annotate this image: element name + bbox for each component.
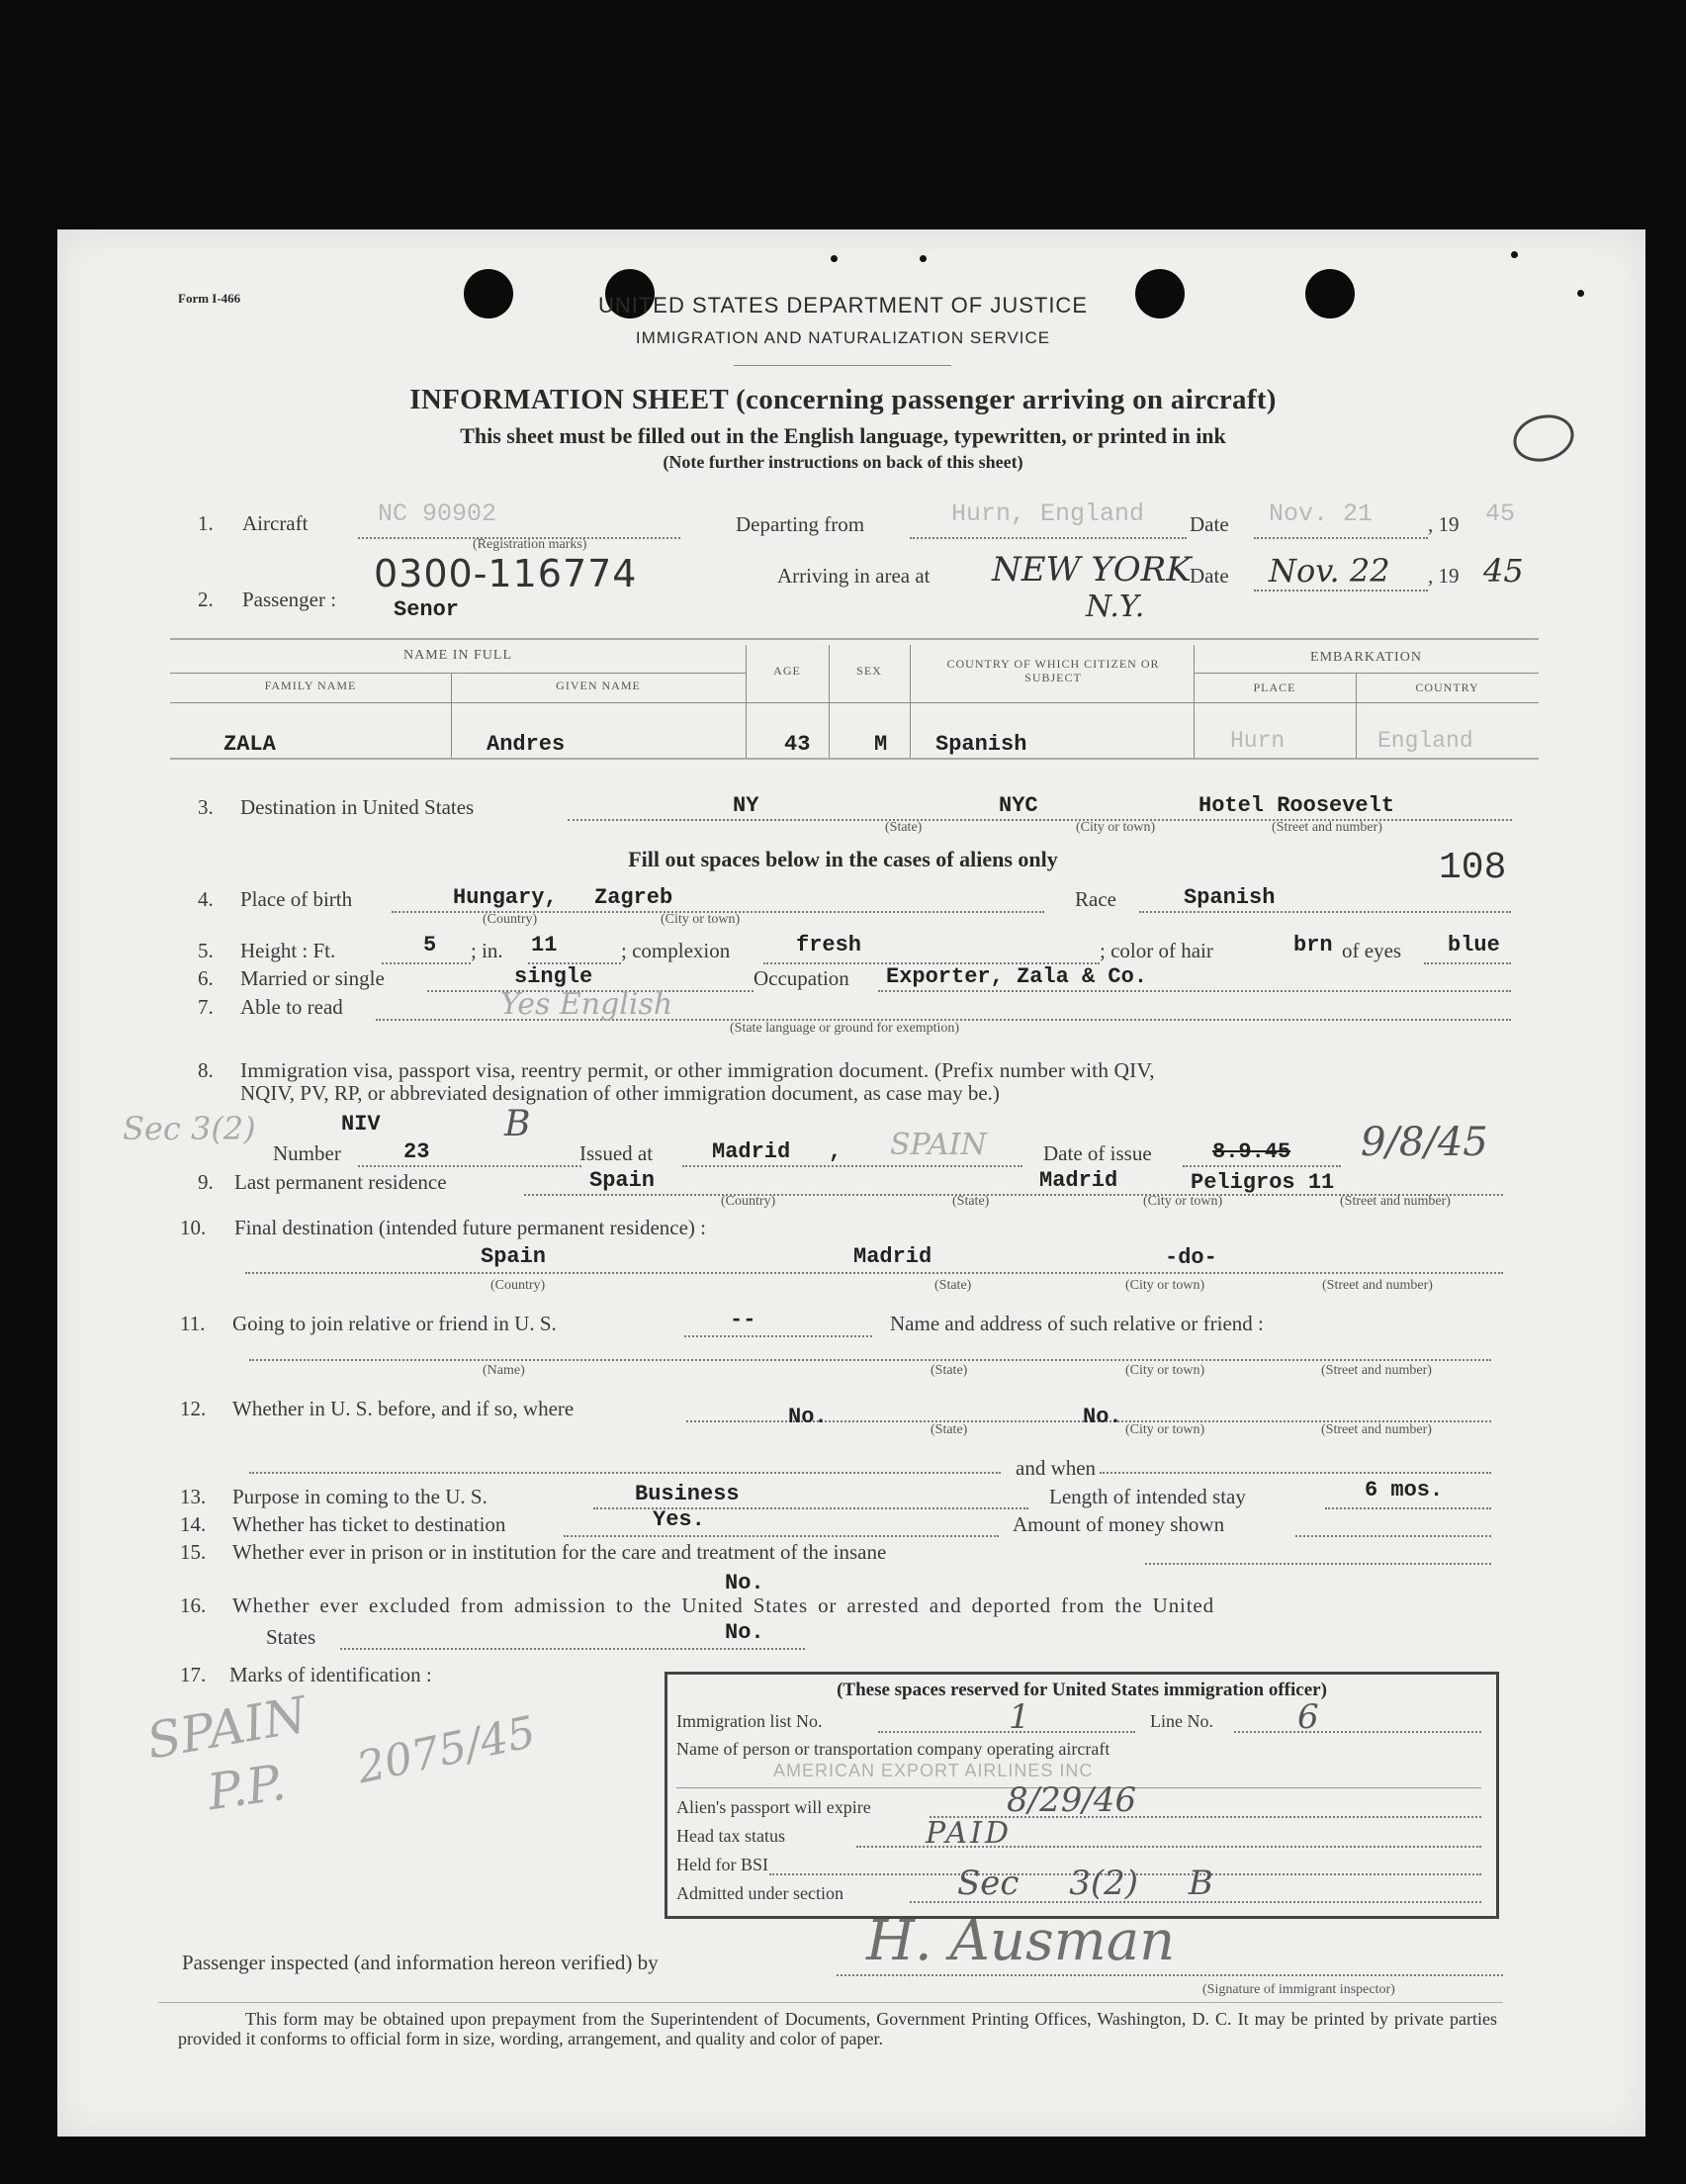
family-name-header: FAMILY NAME bbox=[264, 679, 357, 692]
prior-visit-value: No. bbox=[788, 1405, 828, 1429]
table-col-rule bbox=[829, 645, 830, 758]
fill-line bbox=[245, 1272, 1503, 1274]
occupation-value: Exporter, Zala & Co. bbox=[886, 964, 1148, 989]
arrival-year-value: 45 bbox=[1483, 552, 1524, 590]
table-rule bbox=[170, 673, 746, 674]
tax-label: Head tax status bbox=[676, 1826, 785, 1846]
eyes-value: blue bbox=[1448, 933, 1500, 957]
issued-comma: , bbox=[829, 1139, 843, 1164]
fill-line bbox=[1254, 537, 1428, 539]
number-label: Number bbox=[273, 1141, 341, 1165]
list-label: Immigration list No. bbox=[676, 1711, 823, 1731]
table-top-rule bbox=[170, 638, 1539, 640]
state-caption: (State) bbox=[885, 820, 923, 835]
passport-expire-value: 8/29/46 bbox=[1007, 1780, 1137, 1820]
country-citizen-header: COUNTRY OF WHICH CITIZEN OR SUBJECT bbox=[946, 657, 1160, 684]
embark-country-value: England bbox=[1377, 728, 1473, 754]
city-caption: (City or town) bbox=[1125, 1363, 1205, 1378]
fill-line bbox=[1295, 1535, 1491, 1537]
signature-line bbox=[837, 1974, 1503, 1976]
fill-line bbox=[1325, 1507, 1491, 1509]
fill-line bbox=[1234, 1731, 1481, 1733]
issued-label: Issued at bbox=[579, 1141, 654, 1165]
signature-caption: (Signature of immigrant inspector) bbox=[1202, 1982, 1395, 1997]
fill-line bbox=[249, 1359, 1491, 1361]
speck bbox=[831, 255, 838, 262]
purpose-value: Business bbox=[635, 1482, 740, 1506]
complexion-value: fresh bbox=[796, 933, 862, 957]
fill-line bbox=[1183, 1165, 1341, 1167]
item-number: 1. bbox=[198, 511, 214, 535]
document-type-value: NIV bbox=[341, 1112, 381, 1137]
read-value-handwritten: Yes English bbox=[500, 987, 673, 1022]
city-caption: (City or town) bbox=[1125, 1278, 1205, 1293]
line-label: Line No. bbox=[1150, 1711, 1213, 1731]
given-name-header: GIVEN NAME bbox=[556, 679, 641, 692]
date-label: Date bbox=[1190, 512, 1229, 536]
speck bbox=[1511, 251, 1518, 258]
given-name-value: Andres bbox=[487, 732, 566, 757]
excluded-label-2: States bbox=[266, 1625, 316, 1649]
relative-name-label: Name and address of such relative or friend : bbox=[890, 1312, 1264, 1335]
fill-line bbox=[382, 962, 471, 964]
item-number: 13. bbox=[180, 1485, 207, 1508]
embarkation-header: EMBARKATION bbox=[1310, 650, 1422, 665]
section-value: Sec 3(2) B bbox=[957, 1864, 1213, 1903]
inches-label: ; in. bbox=[471, 939, 503, 962]
item-number: 3. bbox=[198, 795, 214, 819]
fill-line bbox=[1100, 1472, 1491, 1474]
hair-value: brn bbox=[1293, 933, 1333, 957]
departing-year-value: 45 bbox=[1485, 500, 1516, 528]
purpose-label: Purpose in coming to the U. S. bbox=[232, 1485, 488, 1508]
table-col-rule bbox=[910, 645, 911, 758]
arriving-label: Arriving in area at bbox=[777, 564, 931, 588]
item-number: 7. bbox=[198, 995, 214, 1019]
final-country-value: Spain bbox=[481, 1244, 547, 1269]
residence-country-value: Spain bbox=[589, 1168, 656, 1193]
passenger-salutation: Senor bbox=[394, 597, 460, 622]
fill-line bbox=[878, 990, 1511, 992]
header-rule bbox=[734, 365, 951, 366]
aliens-heading: Fill out spaces below in the cases of aliens only bbox=[628, 847, 1058, 871]
fill-line bbox=[564, 1535, 999, 1537]
street-caption: (Street and number) bbox=[1321, 1363, 1432, 1378]
form-number: Form I-466 bbox=[178, 291, 241, 306]
year-prefix: , 19 bbox=[1428, 512, 1460, 536]
aircraft-value: NC 90902 bbox=[378, 500, 497, 528]
officer-box-title: (These spaces reserved for United States immigration officer) bbox=[837, 1680, 1327, 1700]
footer-note: This form may be obtained upon prepayment from the Superintendent of Documents, Government Printing Offices, Washington, D. C. It may be printed by private parties provided it conforms to official form in size, wording, arrangement, and quality and color of paper. bbox=[178, 2009, 1497, 2048]
birth-label: Place of birth bbox=[240, 887, 353, 911]
read-label: Able to read bbox=[240, 995, 343, 1019]
final-destination-label: Final destination (intended future permanent residence) : bbox=[234, 1216, 707, 1239]
line-value: 6 bbox=[1297, 1697, 1319, 1737]
residence-state-value: Madrid bbox=[1039, 1168, 1118, 1193]
fill-line bbox=[1254, 590, 1428, 592]
item-number: 5. bbox=[198, 939, 214, 962]
join-label: Going to join relative or friend in U. S. bbox=[232, 1312, 557, 1335]
identification-handwritten-3: 2075/45 bbox=[352, 1706, 541, 1794]
state-caption: (State) bbox=[931, 1363, 968, 1378]
identification-label: Marks of identification : bbox=[229, 1663, 432, 1686]
operator-label: Name of person or transportation company operating aircraft bbox=[676, 1739, 1110, 1759]
height-in-value: 11 bbox=[531, 933, 558, 957]
prison-value: No. bbox=[725, 1571, 764, 1595]
height-label: Height : Ft. bbox=[240, 939, 336, 962]
occupation-label: Occupation bbox=[754, 966, 849, 990]
registration-caption: (Registration marks) bbox=[473, 537, 587, 552]
final-state-value: Madrid bbox=[853, 1244, 932, 1269]
passenger-id-handwritten: 0300-116774 bbox=[374, 552, 638, 595]
hair-label: ; color of hair bbox=[1100, 939, 1213, 962]
fill-line bbox=[340, 1648, 805, 1650]
departing-value: Hurn, England bbox=[951, 500, 1145, 528]
number-value: 23 bbox=[403, 1139, 430, 1164]
bsi-label: Held for BSI bbox=[676, 1855, 768, 1874]
citizen-value: Spanish bbox=[935, 732, 1027, 757]
item-number: 10. bbox=[180, 1216, 207, 1239]
departing-label: Departing from bbox=[736, 512, 865, 536]
arrival-date-value: Nov. 22 bbox=[1269, 552, 1390, 590]
city-caption: (City or town) bbox=[661, 912, 741, 927]
destination-city-value: NYC bbox=[999, 793, 1038, 818]
place-header: PLACE bbox=[1253, 681, 1296, 694]
item-number: 2. bbox=[198, 588, 214, 611]
item-number: 6. bbox=[198, 966, 214, 990]
country-caption: (Country) bbox=[490, 1278, 546, 1293]
city-caption: (City or town) bbox=[1143, 1194, 1223, 1209]
birth-city-value: Zagreb bbox=[594, 885, 673, 910]
fill-line bbox=[1145, 1563, 1491, 1565]
item-number: 17. bbox=[180, 1663, 207, 1686]
excluded-value: No. bbox=[725, 1620, 764, 1645]
state-caption: (State) bbox=[952, 1194, 990, 1209]
item-number: 4. bbox=[198, 887, 214, 911]
stamp-number: 108 bbox=[1439, 847, 1507, 889]
item-number: 8. bbox=[198, 1058, 214, 1082]
page-title: INFORMATION SHEET (concerning passenger arriving on aircraft) bbox=[409, 384, 1277, 415]
state-caption: (State) bbox=[931, 1422, 968, 1437]
document-text-2: NQIV, PV, RP, or abbreviated designation of other immigration document, as case may be.) bbox=[240, 1081, 1000, 1105]
section-margin-note: Sec 3(2) bbox=[123, 1110, 256, 1147]
arriving-value-state: N.Y. bbox=[1086, 590, 1145, 624]
fill-line bbox=[682, 1165, 1022, 1167]
arrival-date-label: Date bbox=[1190, 564, 1229, 588]
destination-state-value: NY bbox=[733, 793, 759, 818]
sex-header: SEX bbox=[856, 664, 882, 678]
passport-expire-label: Alien's passport will expire bbox=[676, 1797, 871, 1817]
issue-date-label: Date of issue bbox=[1043, 1141, 1152, 1165]
race-label: Race bbox=[1075, 887, 1116, 911]
street-caption: (Street and number) bbox=[1272, 820, 1382, 835]
final-city-value: -do- bbox=[1165, 1245, 1217, 1270]
item-number: 16. bbox=[180, 1593, 207, 1617]
table-rule bbox=[1194, 673, 1539, 674]
fill-line bbox=[910, 537, 1187, 539]
family-name-value: ZALA bbox=[223, 732, 276, 757]
departing-date-value: Nov. 21 bbox=[1269, 500, 1374, 528]
fill-line bbox=[1139, 911, 1511, 913]
table-rule bbox=[170, 702, 1539, 703]
age-value: 43 bbox=[784, 732, 811, 757]
identification-handwritten-2: P.P. bbox=[204, 1753, 290, 1822]
identification-handwritten-1: SPAIN bbox=[142, 1685, 311, 1771]
issue-date-typed: 8.9.45 bbox=[1212, 1139, 1291, 1164]
sex-value: M bbox=[874, 732, 888, 757]
fill-line bbox=[358, 1165, 581, 1167]
city-caption: (City or town) bbox=[1125, 1422, 1205, 1437]
aircraft-label: Aircraft bbox=[242, 511, 309, 535]
section-label: Admitted under section bbox=[676, 1883, 843, 1903]
destination-label: Destination in United States bbox=[240, 795, 475, 819]
money-label: Amount of money shown bbox=[1013, 1512, 1225, 1536]
department-heading: UNITED STATES DEPARTMENT OF JUSTICE bbox=[597, 293, 1088, 318]
item-number: 9. bbox=[198, 1170, 214, 1194]
table-bottom-rule bbox=[170, 758, 1539, 760]
item-number: 12. bbox=[180, 1397, 207, 1420]
document-text-1: Immigration visa, passport visa, reentry permit, or other immigration document. (Prefix number with QIV, bbox=[240, 1058, 1155, 1082]
join-value: -- bbox=[730, 1308, 756, 1332]
arriving-value: NEW YORK bbox=[992, 550, 1192, 590]
stay-label: Length of intended stay bbox=[1049, 1485, 1246, 1508]
married-value: single bbox=[514, 964, 593, 989]
name-in-full-header: NAME IN FULL bbox=[403, 648, 512, 663]
issue-date-handwritten: 9/8/45 bbox=[1361, 1120, 1488, 1165]
race-value: Spanish bbox=[1184, 885, 1276, 910]
issued-country-handwritten: SPAIN bbox=[890, 1128, 987, 1162]
fill-line bbox=[249, 1472, 1001, 1474]
footer-rule bbox=[158, 2002, 1503, 2003]
language-caption: (State language or ground for exemption) bbox=[730, 1021, 960, 1036]
street-caption: (Street and number) bbox=[1322, 1278, 1433, 1293]
street-caption: (Street and number) bbox=[1321, 1422, 1432, 1437]
prison-label: Whether ever in prison or in institution for the care and treatment of the insane bbox=[232, 1540, 887, 1564]
eyes-label: of eyes bbox=[1342, 939, 1402, 962]
ticket-label: Whether has ticket to destination bbox=[232, 1512, 506, 1536]
country-caption: (Country) bbox=[721, 1194, 776, 1209]
operator-stamp: AMERICAN EXPORT AIRLINES INC bbox=[773, 1761, 1094, 1780]
destination-street-value: Hotel Roosevelt bbox=[1198, 793, 1395, 818]
item-number: 14. bbox=[180, 1512, 207, 1536]
name-caption: (Name) bbox=[483, 1363, 525, 1378]
embark-place-value: Hurn bbox=[1230, 728, 1286, 754]
tax-value: PAID bbox=[926, 1816, 1012, 1851]
complexion-label: ; complexion bbox=[621, 939, 731, 962]
inspection-label: Passenger inspected (and information hereon verified) by bbox=[182, 1951, 659, 1974]
residence-label: Last permanent residence bbox=[234, 1170, 447, 1194]
fill-line bbox=[878, 1731, 1135, 1733]
height-ft-value: 5 bbox=[423, 933, 437, 957]
prior-visit-label: Whether in U. S. before, and if so, where bbox=[232, 1397, 575, 1420]
married-label: Married or single bbox=[240, 966, 385, 990]
state-caption: (State) bbox=[934, 1278, 972, 1293]
ticket-value: Yes. bbox=[653, 1507, 705, 1532]
issued-value: Madrid bbox=[712, 1139, 791, 1164]
excluded-label: Whether ever excluded from admission to the United States or arrested and deported from the United bbox=[232, 1593, 1214, 1617]
item-number: 15. bbox=[180, 1540, 207, 1564]
stay-value: 6 mos. bbox=[1365, 1478, 1444, 1502]
instruction-text: This sheet must be filled out in the English language, typewritten, or printed in ink bbox=[460, 423, 1226, 448]
visa-class-handwritten: B bbox=[504, 1104, 531, 1144]
street-caption: (Street and number) bbox=[1340, 1194, 1451, 1209]
age-header: AGE bbox=[773, 664, 801, 678]
speck bbox=[920, 255, 927, 262]
country-caption: (Country) bbox=[483, 912, 538, 927]
item-number: 11. bbox=[180, 1312, 206, 1335]
birth-country-value: Hungary, bbox=[453, 885, 558, 910]
table-col-rule bbox=[746, 645, 747, 758]
note-text: (Note further instructions on back of this sheet) bbox=[663, 452, 1023, 472]
when-label: and when bbox=[1016, 1456, 1097, 1480]
residence-street-value: Peligros 11 bbox=[1191, 1170, 1335, 1195]
year-prefix: , 19 bbox=[1428, 564, 1460, 588]
city-caption: (City or town) bbox=[1076, 820, 1156, 835]
prior-visit-value-2: No. bbox=[1083, 1405, 1122, 1429]
country-header: COUNTRY bbox=[1415, 681, 1479, 694]
fill-line bbox=[684, 1335, 872, 1337]
service-heading: IMMIGRATION AND NATURALIZATION SERVICE bbox=[635, 328, 1051, 347]
fill-line bbox=[1424, 962, 1511, 964]
passenger-label: Passenger : bbox=[242, 588, 337, 611]
list-value: 1 bbox=[1009, 1697, 1030, 1737]
inspector-signature: H. Ausman bbox=[866, 1909, 1176, 1973]
